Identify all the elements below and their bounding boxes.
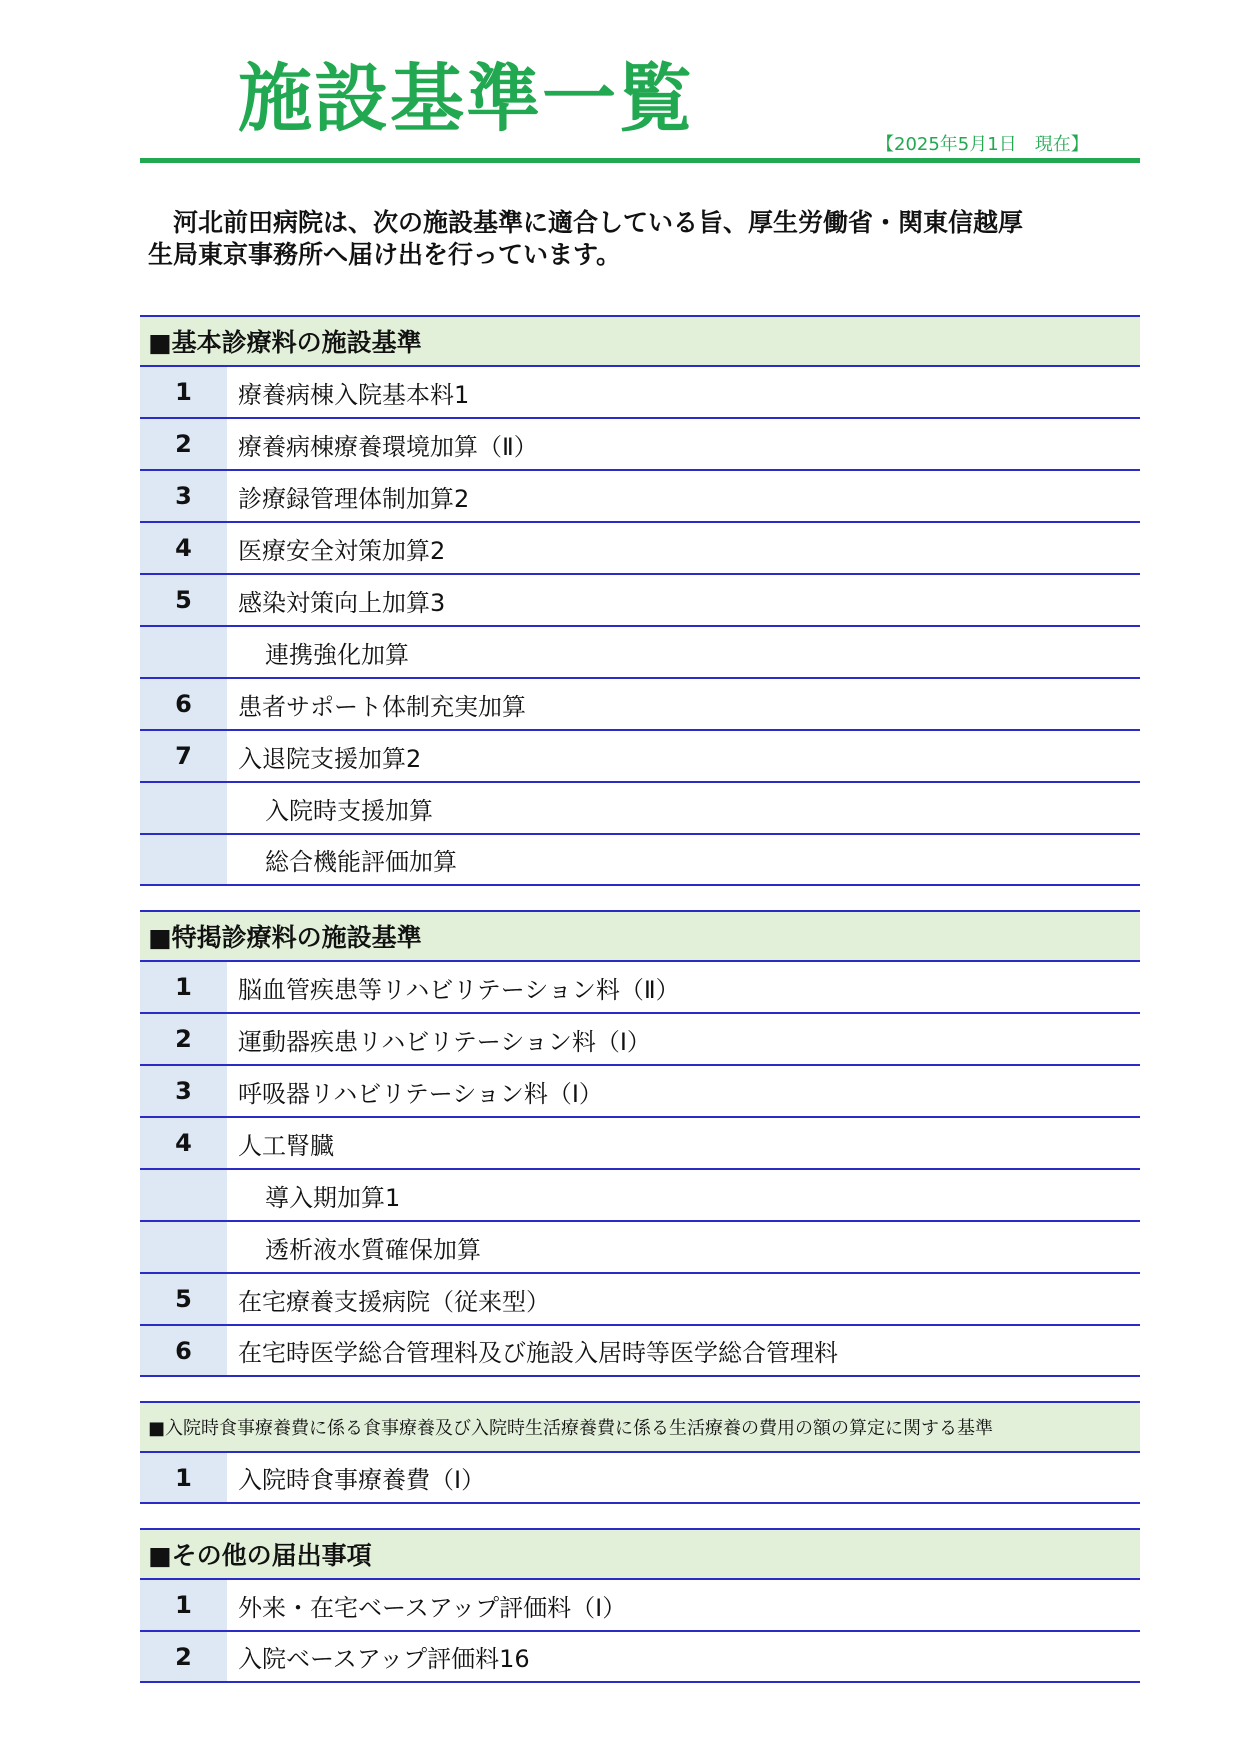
table-row-sub xyxy=(140,833,1140,886)
row-label: 診療録管理体制加算2 xyxy=(238,484,470,513)
table-row xyxy=(140,677,1140,729)
section-header: ■基本診療料の施設基準 xyxy=(140,315,1140,365)
table-row xyxy=(140,1324,1140,1377)
row-label: 療養病棟療養環境加算（Ⅱ） xyxy=(238,432,538,461)
row-label: 入院ベースアップ評価料16 xyxy=(238,1645,530,1673)
row-number: 3 xyxy=(140,1066,227,1116)
table-row xyxy=(140,521,1140,573)
row-label: 呼吸器リハビリテーション料（Ⅰ） xyxy=(238,1079,603,1108)
section-basic-fees xyxy=(140,315,1140,886)
row-label: 在宅時医学総合管理料及び施設入居時等医学総合管理料 xyxy=(238,1339,838,1367)
row-number xyxy=(140,835,227,884)
table-row xyxy=(140,1451,1140,1504)
row-number: 2 xyxy=(140,419,227,469)
row-number: 5 xyxy=(140,1274,227,1324)
row-number: 1 xyxy=(140,367,227,417)
row-number xyxy=(140,1170,227,1220)
row-label: 連携強化加算 xyxy=(265,640,409,669)
section-header: ■その他の届出事項 xyxy=(140,1528,1140,1578)
table-row xyxy=(140,365,1140,417)
table-row-sub xyxy=(140,781,1140,833)
table-row xyxy=(140,729,1140,781)
row-label: 入退院支援加算2 xyxy=(238,744,422,773)
intro-paragraph xyxy=(148,207,1128,271)
section-special-fees xyxy=(140,910,1140,1377)
table-row xyxy=(140,1012,1140,1064)
row-number: 2 xyxy=(140,1632,227,1681)
section-other-notifications xyxy=(140,1528,1140,1683)
row-label: 医療安全対策加算2 xyxy=(238,536,446,565)
row-label: 入院時食事療養費（Ⅰ） xyxy=(238,1466,486,1494)
table-row-sub xyxy=(140,1220,1140,1272)
intro-line-1: 河北前田病院は、次の施設基準に適合している旨、厚生労働省・関東信越厚 xyxy=(148,208,1024,237)
title-divider xyxy=(140,158,1140,163)
row-label: 外来・在宅ベースアップ評価料（Ⅰ） xyxy=(238,1593,627,1622)
table-row xyxy=(140,960,1140,1012)
table-row-sub xyxy=(140,625,1140,677)
table-row xyxy=(140,573,1140,625)
row-number: 3 xyxy=(140,471,227,521)
table-row xyxy=(140,1116,1140,1168)
table-row xyxy=(140,1272,1140,1324)
row-number xyxy=(140,1222,227,1272)
row-number: 6 xyxy=(140,1326,227,1375)
row-label: 人工腎臓 xyxy=(238,1131,334,1160)
row-number: 6 xyxy=(140,679,227,729)
row-number: 4 xyxy=(140,1118,227,1168)
row-label: 患者サポート体制充実加算 xyxy=(238,692,526,721)
table-row xyxy=(140,417,1140,469)
section-header: ■入院時食事療養費に係る食事療養及び入院時生活療養費に係る生活療養の費用の額の算定に関する基準 xyxy=(140,1401,1140,1451)
row-number: 4 xyxy=(140,523,227,573)
row-label: 在宅療養支援病院（従来型） xyxy=(238,1287,550,1316)
table-row-sub xyxy=(140,1168,1140,1220)
as-of-date: 【2025年5月1日 現在】 xyxy=(876,134,1089,155)
table-row xyxy=(140,1630,1140,1683)
row-label: 運動器疾患リハビリテーション料（Ⅰ） xyxy=(238,1027,651,1056)
table-row xyxy=(140,469,1140,521)
row-label: 感染対策向上加算3 xyxy=(238,588,446,617)
row-label: 導入期加算1 xyxy=(265,1183,401,1212)
intro-line-2: 生局東京事務所へ届け出を行っています。 xyxy=(148,240,622,269)
row-label: 総合機能評価加算 xyxy=(265,848,457,876)
row-label: 透析液水質確保加算 xyxy=(265,1235,481,1264)
row-number: 1 xyxy=(140,1453,227,1502)
row-number xyxy=(140,627,227,677)
row-number: 2 xyxy=(140,1014,227,1064)
section-meal-standards xyxy=(140,1401,1140,1504)
row-number: 1 xyxy=(140,962,227,1012)
facility-standards-tables xyxy=(140,315,1140,1707)
row-number: 7 xyxy=(140,731,227,781)
table-row xyxy=(140,1578,1140,1630)
row-number xyxy=(140,783,227,833)
section-header: ■特掲診療料の施設基準 xyxy=(140,910,1140,960)
row-number: 1 xyxy=(140,1580,227,1630)
row-label: 脳血管疾患等リハビリテーション料（Ⅱ） xyxy=(238,975,680,1004)
row-label: 療養病棟入院基本料1 xyxy=(238,380,470,409)
row-number: 5 xyxy=(140,575,227,625)
table-row xyxy=(140,1064,1140,1116)
row-label: 入院時支援加算 xyxy=(265,796,433,825)
page-title: 施設基準一覧 xyxy=(238,56,694,142)
